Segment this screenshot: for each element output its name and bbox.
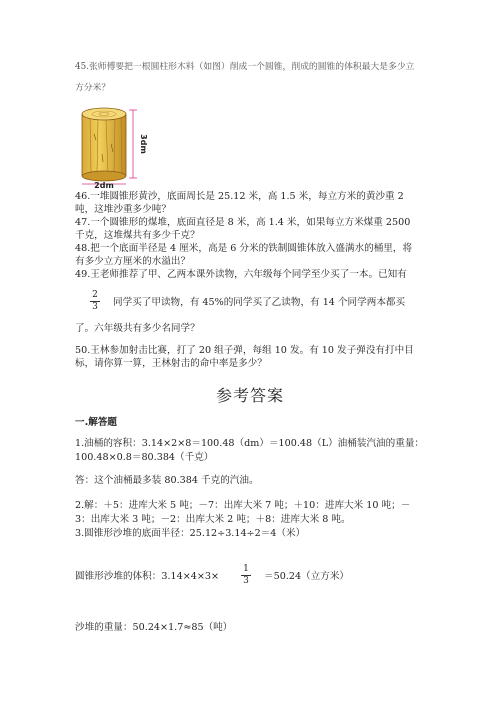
answer3-volume-suffix: ＝50.24（立方米）	[264, 571, 350, 582]
q48-line2: 有多少立方厘米的水溢出？	[75, 256, 191, 267]
q48-line1: 48.把一个底面半径是 4 厘米，高是 6 分米的铁制圆锥体放入盛满水的桶里，将	[75, 243, 413, 254]
answer3-fraction	[240, 564, 252, 587]
answer3-fraction-numerator: 1	[243, 564, 249, 574]
q45-line2: 方分米？	[75, 83, 111, 93]
q49-fraction-numerator: 2	[92, 290, 98, 300]
answer1-line2: 100.48×0.8＝80.384（千克）	[75, 452, 214, 463]
answers-title: 参考答案	[215, 386, 284, 405]
q47-line2: 千克，这堆煤共有多少千克？	[75, 230, 200, 241]
q45-line1: 45.张师傅要把一根圆柱形木料（如图）削成一个圆锥，削成的圆锥的体积最大是多少立	[75, 62, 415, 72]
answer2-line2: 3：出库大米 3 吨；－2：出库大米 2 吨；＋8：进库大米 8 吨。	[75, 514, 351, 525]
answer3-volume-prefix: 圆锥形沙堆的体积：3.14×4×3×	[75, 571, 220, 582]
answer3-fraction-denominator: 3	[243, 576, 249, 586]
q49-line3: 了。六年级共有多少名同学？	[75, 323, 200, 334]
width-label: 2dm	[94, 181, 114, 188]
section-heading: 一.解答题	[75, 417, 118, 428]
q49-line2: 同学买了甲读物，有 45%的同学买了乙读物，有 14 个同学两本都买	[113, 297, 406, 308]
answer1-line3: 答：这个油桶最多装 80.384 千克的汽油。	[75, 475, 259, 486]
q49-fraction-denominator: 3	[92, 302, 98, 312]
answer3-line1: 3.圆锥形沙堆的底面半径：25.12÷3.14÷2＝4（米）	[75, 528, 306, 539]
q50-line2: 标，请你算一算，王林射击的命中率是多少？	[75, 358, 267, 369]
answer1-line1: 1.油桶的容积：3.14×2×8＝100.48（dm）＝100.48（L）油桶装汽油的重量：	[75, 438, 425, 449]
cylinder-wood-figure	[78, 104, 150, 188]
q46-line1: 46.一堆圆锥形黄沙，底面周长是 25.12 米，高 1.5 米，每立方米的黄沙重 2	[75, 191, 404, 202]
q46-line2: 吨，这堆沙重多少吨？	[75, 204, 171, 215]
cylinder-body	[82, 114, 126, 176]
q47-line1: 47.一个圆锥形的煤堆，底面直径是 8 米，高 1.4 米，如果每立方米煤重 2500	[75, 217, 411, 228]
answer3-weight: 沙堆的重量：50.24×1.7≈85（吨）	[75, 622, 233, 633]
q49-line1: 49.王老师推荐了甲、乙两本课外读物，六年级每个同学至少买了一本。已知有	[75, 269, 407, 280]
q50-line1: 50.王林参加射击比赛，打了 20 组子弹，每组 10 发。有 10 发子弹没有打中目	[75, 345, 414, 356]
cylinder-bottom	[82, 171, 126, 181]
answer2-line1: 2.解：＋5：进库大米 5 吨；－7：出库大米 7 吨；＋10：进库大米 10 吨；－	[75, 500, 411, 511]
q49-fraction	[89, 290, 101, 313]
cylinder-top	[82, 108, 126, 120]
height-label: 3dm	[139, 134, 148, 154]
